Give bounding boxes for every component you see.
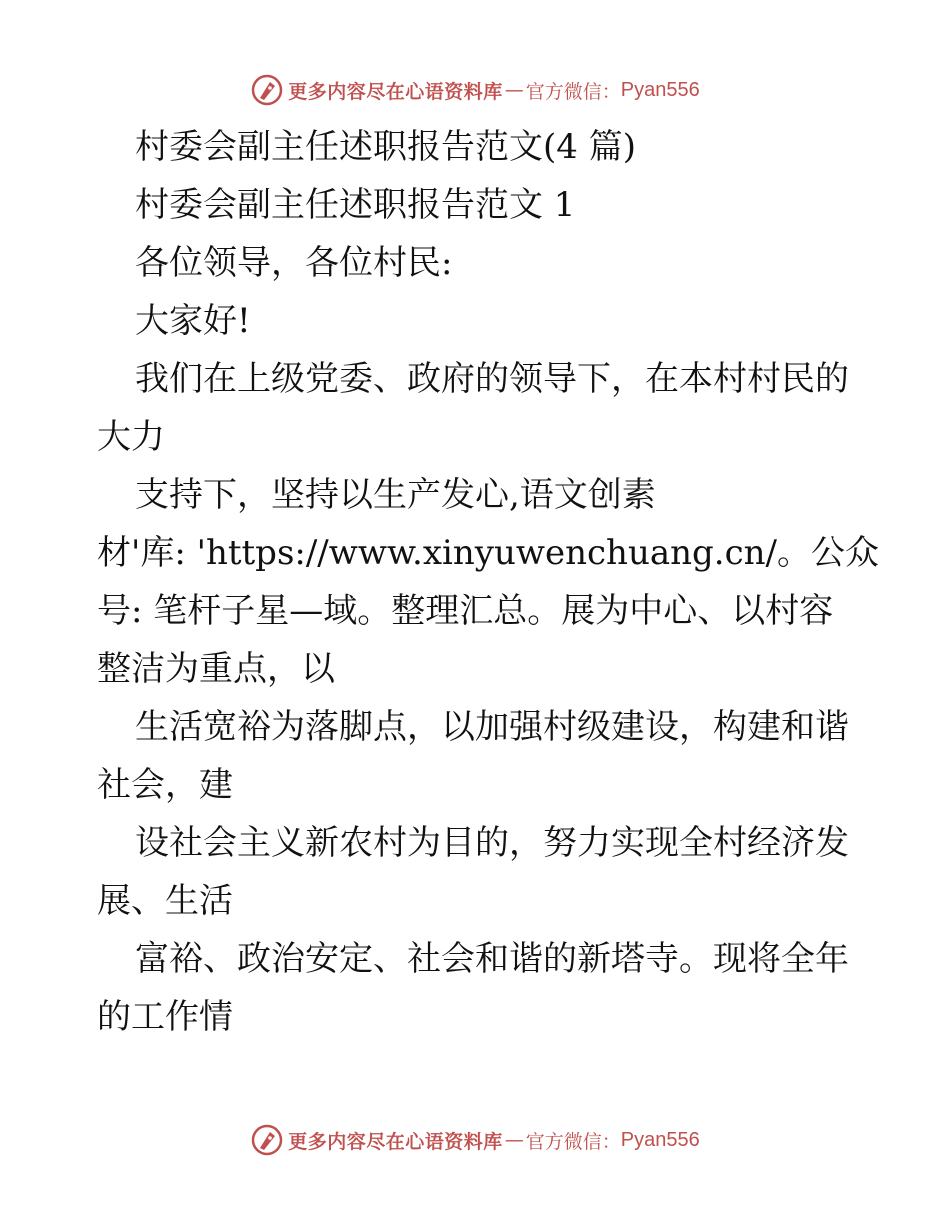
pen-nib-logo-icon	[250, 73, 284, 107]
paragraph-line: 展、生活	[97, 881, 233, 921]
paragraph-line: 我们在上级党委、政府的领导下，在本村村民的	[135, 359, 849, 399]
document-title: 村委会副主任述职报告范文(4 篇)	[135, 127, 636, 167]
paragraph-line: 支持下，坚持以生产发心,语文创素	[135, 475, 656, 515]
footer-banner	[0, 1120, 950, 1160]
paragraph-line: 各位领导，各位村民:	[135, 243, 453, 283]
paragraph-line: 的工作情	[97, 997, 233, 1037]
header-banner	[0, 70, 950, 110]
paragraph-line: 大力	[97, 417, 165, 457]
banner-text: 更多内容尽在心语资料库	[288, 1130, 503, 1153]
paragraph-line: 生活宽裕为落脚点，以加强村级建设，构建和谐	[135, 707, 849, 747]
banner-label: 官方微信：	[525, 80, 621, 103]
paragraph-line: 富裕、政治安定、社会和谐的新塔寺。现将全年	[135, 939, 849, 979]
paragraph-line: 整洁为重点，以	[97, 649, 335, 689]
section-heading: 村委会副主任述职报告范文 1	[135, 185, 576, 225]
paragraph-line: 材'库: 'https://www.xinyuwenchuang.cn/。公众	[97, 533, 879, 573]
pen-nib-logo-icon	[250, 1123, 284, 1157]
paragraph-line: 设社会主义新农村为目的，努力实现全村经济发	[135, 823, 849, 863]
banner-text: 更多内容尽在心语资料库	[288, 80, 503, 103]
paragraph-line: 社会，建	[97, 765, 233, 805]
paragraph-line: 大家好!	[135, 301, 251, 341]
paragraph-line: 号: 笔杆子星—域。整理汇总。展为中心、以村容	[97, 591, 834, 631]
document-body	[97, 118, 879, 1046]
banner-dash: —	[504, 79, 524, 101]
banner-label: 官方微信：	[525, 1130, 621, 1153]
banner-dash: —	[504, 1129, 524, 1151]
banner-wechat-id: Pyan556	[620, 1128, 700, 1151]
banner-wechat-id: Pyan556	[620, 78, 700, 101]
